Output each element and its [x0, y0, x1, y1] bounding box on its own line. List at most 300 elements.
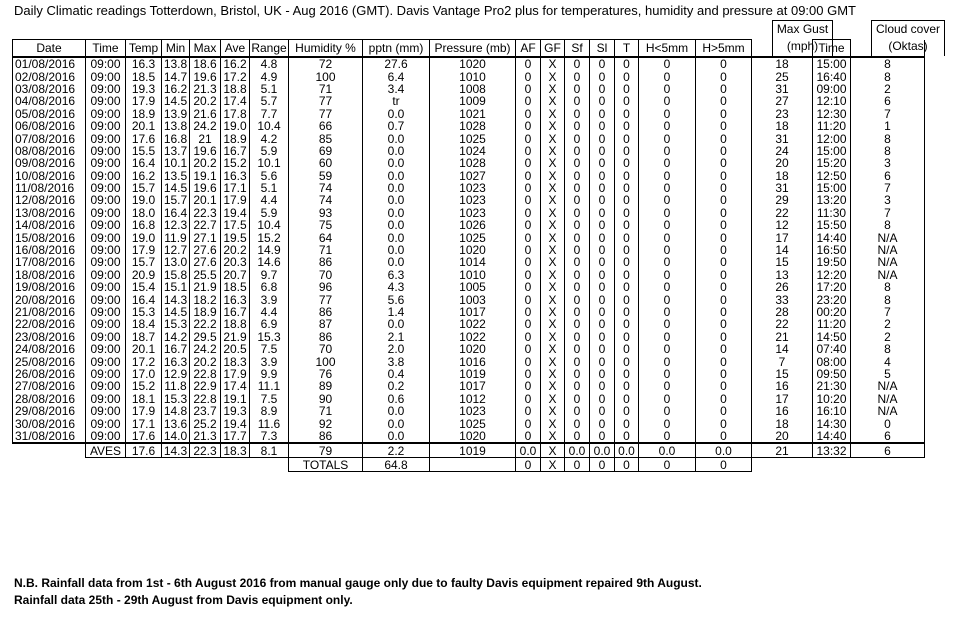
table-cell: 09:00	[86, 207, 126, 219]
table-cell: 1023	[430, 182, 516, 194]
table-cell: X	[541, 318, 565, 330]
table-cell: 17.6	[126, 430, 162, 443]
table-cell: 1020	[430, 430, 516, 443]
table-row	[13, 380, 925, 392]
average-cell: 0.0	[615, 443, 639, 458]
table-cell: 12:30	[813, 108, 851, 120]
table-cell: 7	[851, 108, 925, 120]
table-cell: 0	[639, 108, 696, 120]
table-cell: 0	[696, 120, 752, 132]
table-cell: 0	[516, 182, 541, 194]
table-cell: N/A	[851, 269, 925, 281]
table-cell: 21/08/2016	[13, 306, 86, 318]
table-cell: 18.9	[126, 108, 162, 120]
table-cell: 21.3	[190, 83, 221, 95]
table-cell: 19.0	[221, 120, 250, 132]
table-cell: 19.6	[190, 145, 221, 157]
table-cell: 6.4	[363, 70, 430, 82]
table-cell: 0	[516, 194, 541, 206]
table-cell: 60	[289, 157, 363, 169]
column-header: Sf	[565, 40, 590, 58]
table-cell: 0	[615, 145, 639, 157]
table-cell: 18	[752, 417, 813, 429]
table-cell: 09:00	[86, 281, 126, 293]
table-cell: 7.7	[250, 108, 289, 120]
table-cell: X	[541, 219, 565, 231]
table-cell: 14.6	[250, 256, 289, 268]
table-cell: 19.6	[190, 70, 221, 82]
table-cell: 2	[851, 318, 925, 330]
table-cell: 0	[696, 170, 752, 182]
table-cell: 11:20	[813, 120, 851, 132]
table-cell: 0	[851, 417, 925, 429]
table-cell: 0.0	[363, 170, 430, 182]
table-cell: 0	[565, 170, 590, 182]
table-cell: 31	[752, 182, 813, 194]
table-cell: 8	[851, 281, 925, 293]
table-cell: 11.9	[162, 231, 190, 243]
table-cell: 0	[590, 355, 615, 367]
table-cell: 0	[516, 331, 541, 343]
table-cell: 0	[590, 182, 615, 194]
table-cell: 12.3	[162, 219, 190, 231]
table-cell: 27.1	[190, 231, 221, 243]
table-cell: 0	[639, 343, 696, 355]
table-row	[13, 83, 925, 95]
table-cell: 27/08/2016	[13, 380, 86, 392]
table-cell: 86	[289, 331, 363, 343]
table-cell: N/A	[851, 231, 925, 243]
table-cell: 18	[752, 120, 813, 132]
table-cell: 01/08/2016	[13, 57, 86, 70]
table-cell: 0	[639, 380, 696, 392]
table-cell: 17.9	[126, 405, 162, 417]
table-cell: 0	[565, 281, 590, 293]
table-cell: 10:20	[813, 393, 851, 405]
table-cell: 20.2	[221, 244, 250, 256]
table-cell: 15.3	[162, 318, 190, 330]
table-cell: 0	[696, 430, 752, 443]
table-cell: 0	[615, 368, 639, 380]
table-cell: 14	[752, 244, 813, 256]
table-cell: 7	[752, 355, 813, 367]
table-cell: 23/08/2016	[13, 331, 86, 343]
max-gust-header-line2: (mph)	[786, 39, 819, 53]
table-cell: X	[541, 405, 565, 417]
table-cell: 0	[590, 83, 615, 95]
table-cell: 0	[615, 306, 639, 318]
table-cell: 0	[639, 306, 696, 318]
table-cell: 13.6	[162, 417, 190, 429]
table-cell: 18/08/2016	[13, 269, 86, 281]
table-cell: 14.7	[162, 70, 190, 82]
table-cell: 0	[590, 120, 615, 132]
table-cell: 0	[639, 331, 696, 343]
table-body	[13, 57, 925, 472]
table-cell: 09/08/2016	[13, 157, 86, 169]
table-cell: 19.4	[221, 207, 250, 219]
table-cell: 18.6	[190, 57, 221, 70]
table-cell: 09:00	[86, 219, 126, 231]
table-cell: 25.5	[190, 269, 221, 281]
table-cell: 19.0	[126, 231, 162, 243]
table-cell: 0	[516, 120, 541, 132]
table-cell: 0	[516, 430, 541, 443]
table-cell: 0	[615, 281, 639, 293]
table-cell: 0	[615, 331, 639, 343]
table-cell: 0	[590, 157, 615, 169]
table-cell: 0	[590, 219, 615, 231]
table-cell: 16.2	[126, 170, 162, 182]
table-cell: 25.2	[190, 417, 221, 429]
table-cell: 0	[590, 170, 615, 182]
table-cell: 0	[565, 95, 590, 107]
table-cell: 17:20	[813, 281, 851, 293]
table-cell: 29.5	[190, 331, 221, 343]
table-cell: 09:00	[86, 430, 126, 443]
table-cell: 0	[565, 417, 590, 429]
table-row	[13, 256, 925, 268]
table-cell: 15:20	[813, 157, 851, 169]
table-cell: 86	[289, 430, 363, 443]
table-cell: 93	[289, 207, 363, 219]
table-cell: 14.3	[162, 293, 190, 305]
table-cell: 12	[752, 219, 813, 231]
table-cell: 0	[615, 256, 639, 268]
table-row	[13, 417, 925, 429]
column-header: Pressure (mb)	[430, 40, 516, 58]
table-cell: 09:00	[86, 331, 126, 343]
table-cell: 19:50	[813, 256, 851, 268]
table-cell: 17.2	[126, 355, 162, 367]
table-cell: 5.9	[250, 207, 289, 219]
table-cell: 09:00	[86, 120, 126, 132]
table-cell: 09:00	[86, 355, 126, 367]
table-cell: 0	[565, 355, 590, 367]
table-cell: 23.7	[190, 405, 221, 417]
column-header: Sl	[590, 40, 615, 58]
table-cell: 66	[289, 120, 363, 132]
table-cell: 7	[851, 207, 925, 219]
table-cell: 0	[590, 256, 615, 268]
table-cell: 07/08/2016	[13, 132, 86, 144]
table-cell: 33	[752, 293, 813, 305]
averages-label: AVES	[86, 443, 126, 458]
table-cell: 19.0	[126, 194, 162, 206]
total-cell: 64.8	[363, 458, 430, 472]
column-header: T	[615, 40, 639, 58]
table-cell: 24/08/2016	[13, 343, 86, 355]
table-cell: 76	[289, 368, 363, 380]
table-cell: 0	[615, 120, 639, 132]
table-cell: 20.9	[126, 269, 162, 281]
table-cell: X	[541, 170, 565, 182]
table-cell: 31/08/2016	[13, 430, 86, 443]
table-cell: 3	[851, 157, 925, 169]
table-cell: 0	[516, 368, 541, 380]
table-cell: 06/08/2016	[13, 120, 86, 132]
table-cell: 0.0	[363, 417, 430, 429]
table-cell: 15.7	[126, 256, 162, 268]
table-cell: X	[541, 306, 565, 318]
column-header: Max	[190, 40, 221, 58]
table-cell: 75	[289, 219, 363, 231]
table-cell: 16:10	[813, 405, 851, 417]
table-cell: 09:00	[86, 57, 126, 70]
table-cell: 12.9	[162, 368, 190, 380]
table-cell: X	[541, 368, 565, 380]
table-cell: 27	[752, 95, 813, 107]
table-cell: 0	[590, 331, 615, 343]
table-cell: 1010	[430, 269, 516, 281]
table-cell: 7	[851, 306, 925, 318]
table-row	[13, 219, 925, 231]
table-cell: 20.1	[126, 343, 162, 355]
table-cell: 09:00	[86, 145, 126, 157]
table-cell: 0	[696, 417, 752, 429]
table-cell: 17.9	[221, 194, 250, 206]
table-cell: 09:00	[86, 244, 126, 256]
table-cell: 0	[696, 281, 752, 293]
table-cell: 14.2	[162, 331, 190, 343]
table-cell: 17.5	[221, 219, 250, 231]
table-row	[13, 430, 925, 443]
table-cell: 09:00	[86, 70, 126, 82]
table-cell: X	[541, 430, 565, 443]
table-cell: 0	[639, 269, 696, 281]
table-cell: 15	[752, 368, 813, 380]
table-cell: 0	[639, 219, 696, 231]
table-cell: 1020	[430, 343, 516, 355]
table-cell: 16.7	[162, 343, 190, 355]
table-cell: 0	[565, 157, 590, 169]
table-cell: 22	[752, 318, 813, 330]
table-cell: 18.8	[221, 318, 250, 330]
table-cell: 1012	[430, 393, 516, 405]
table-cell: 13.9	[162, 108, 190, 120]
total-cell: 0	[615, 458, 639, 472]
table-cell: 0	[516, 83, 541, 95]
total-cell: 0	[696, 458, 752, 472]
table-cell: 18.2	[190, 293, 221, 305]
table-cell: 1005	[430, 281, 516, 293]
table-cell: 0	[639, 281, 696, 293]
table-cell: 16	[752, 380, 813, 392]
table-cell: X	[541, 281, 565, 293]
table-cell: 0	[696, 145, 752, 157]
table-cell: 64	[289, 231, 363, 243]
table-cell: 1020	[430, 244, 516, 256]
table-cell: 14	[752, 343, 813, 355]
table-cell: 0	[696, 256, 752, 268]
table-row	[13, 108, 925, 120]
table-cell: 0	[590, 343, 615, 355]
table-cell: 17	[752, 393, 813, 405]
table-cell: N/A	[851, 380, 925, 392]
table-cell: N/A	[851, 244, 925, 256]
table-cell: X	[541, 95, 565, 107]
table-cell: 1014	[430, 256, 516, 268]
table-cell: 4.9	[250, 70, 289, 82]
table-cell: 17.9	[126, 95, 162, 107]
table-cell: 20.1	[126, 120, 162, 132]
table-row	[13, 182, 925, 194]
table-cell: 15.3	[250, 331, 289, 343]
column-header: Ave	[221, 40, 250, 58]
table-cell: 0	[615, 231, 639, 243]
table-cell: X	[541, 120, 565, 132]
table-cell: 5.1	[250, 182, 289, 194]
table-cell: 1016	[430, 355, 516, 367]
table-cell: 1022	[430, 318, 516, 330]
total-cell: 0	[516, 458, 541, 472]
table-cell: 22.8	[190, 368, 221, 380]
table-cell: 15.8	[162, 269, 190, 281]
table-cell: 10.1	[250, 157, 289, 169]
table-cell: 0	[516, 145, 541, 157]
table-cell: 09:00	[86, 157, 126, 169]
climate-table	[12, 39, 925, 472]
table-cell: 6	[851, 95, 925, 107]
table-cell: 18.4	[126, 318, 162, 330]
table-cell: 8	[851, 145, 925, 157]
table-cell: 10/08/2016	[13, 170, 86, 182]
table-cell: 0	[615, 207, 639, 219]
table-cell: 22.8	[190, 393, 221, 405]
table-cell: 6	[851, 430, 925, 443]
table-cell: X	[541, 70, 565, 82]
table-cell: 0	[615, 380, 639, 392]
table-cell: 11/08/2016	[13, 182, 86, 194]
table-cell: 0	[590, 194, 615, 206]
table-cell: 96	[289, 281, 363, 293]
table-cell: 18.8	[221, 83, 250, 95]
table-cell: 13/08/2016	[13, 207, 86, 219]
table-cell: 0	[696, 207, 752, 219]
table-cell: 22/08/2016	[13, 318, 86, 330]
table-cell: 0	[565, 132, 590, 144]
table-cell: 0	[565, 120, 590, 132]
average-cell: 0.0	[696, 443, 752, 458]
table-cell: 09:00	[86, 231, 126, 243]
table-cell: 19.1	[221, 393, 250, 405]
table-cell: 09:00	[86, 380, 126, 392]
table-cell: 20.3	[221, 256, 250, 268]
table-cell: 0	[639, 170, 696, 182]
table-cell: 8	[851, 70, 925, 82]
table-cell: 14:30	[813, 417, 851, 429]
table-cell: 19.3	[221, 405, 250, 417]
table-cell: 0	[516, 393, 541, 405]
table-cell: 18.5	[126, 70, 162, 82]
table-cell: 86	[289, 306, 363, 318]
table-cell: 10.4	[250, 219, 289, 231]
table-cell: 21	[752, 331, 813, 343]
table-cell: X	[541, 231, 565, 243]
table-cell: 19/08/2016	[13, 281, 86, 293]
table-cell: 0	[565, 318, 590, 330]
table-cell: 9.7	[250, 269, 289, 281]
table-cell: 74	[289, 194, 363, 206]
table-cell: 0	[615, 70, 639, 82]
table-cell: X	[541, 343, 565, 355]
table-cell: 15.7	[162, 194, 190, 206]
table-cell: 16.2	[221, 57, 250, 70]
table-cell: 0	[516, 207, 541, 219]
table-cell: 0	[615, 393, 639, 405]
table-cell: 1017	[430, 306, 516, 318]
table-cell: 0	[615, 219, 639, 231]
table-cell: 3	[851, 194, 925, 206]
table-cell: 22.3	[190, 207, 221, 219]
column-header: Temp	[126, 40, 162, 58]
table-cell: 20.2	[190, 95, 221, 107]
table-cell: 0	[565, 182, 590, 194]
table-cell: 09:00	[86, 182, 126, 194]
table-cell: 13.0	[162, 256, 190, 268]
table-row	[13, 269, 925, 281]
table-row	[13, 331, 925, 343]
table-cell: 21.6	[190, 108, 221, 120]
average-cell: 8.1	[250, 443, 289, 458]
table-cell: 16.4	[126, 293, 162, 305]
table-cell: 0	[590, 269, 615, 281]
table-cell: 05/08/2016	[13, 108, 86, 120]
table-cell: 0	[516, 293, 541, 305]
table-cell: N/A	[851, 405, 925, 417]
table-row	[13, 207, 925, 219]
table-cell: 0	[696, 194, 752, 206]
table-cell: 16:50	[813, 244, 851, 256]
average-cell: 17.6	[126, 443, 162, 458]
table-cell: 0	[639, 244, 696, 256]
table-cell: 6.9	[250, 318, 289, 330]
total-cell	[430, 458, 516, 472]
table-cell: 23:20	[813, 293, 851, 305]
table-cell: 17.7	[221, 430, 250, 443]
average-cell: 21	[752, 443, 813, 458]
table-cell: 0	[615, 269, 639, 281]
cloud-cover-header-line2: (Oktas)	[888, 39, 928, 53]
table-cell: 14:50	[813, 331, 851, 343]
table-cell: 14.5	[162, 306, 190, 318]
table-cell: 14.5	[162, 95, 190, 107]
table-cell: 0	[565, 368, 590, 380]
table-cell: 0.6	[363, 393, 430, 405]
table-cell: 0	[590, 405, 615, 417]
table-cell: 5.6	[250, 170, 289, 182]
table-cell: 0	[639, 95, 696, 107]
table-cell: 09:00	[86, 368, 126, 380]
table-cell: 0	[565, 83, 590, 95]
table-cell: 0	[565, 244, 590, 256]
table-cell: 4.3	[363, 281, 430, 293]
table-cell: 09:00	[86, 306, 126, 318]
table-cell: 22.9	[190, 380, 221, 392]
table-cell: 09:00	[86, 269, 126, 281]
table-cell: 89	[289, 380, 363, 392]
table-cell: 15:00	[813, 145, 851, 157]
table-cell: 24	[752, 145, 813, 157]
table-cell: 0	[516, 231, 541, 243]
table-cell: 0	[590, 95, 615, 107]
table-cell: 2.0	[363, 343, 430, 355]
table-cell: 0	[590, 393, 615, 405]
table-cell: 0	[696, 293, 752, 305]
table-cell: 20.2	[190, 157, 221, 169]
table-row	[13, 132, 925, 144]
table-cell: 0	[590, 318, 615, 330]
